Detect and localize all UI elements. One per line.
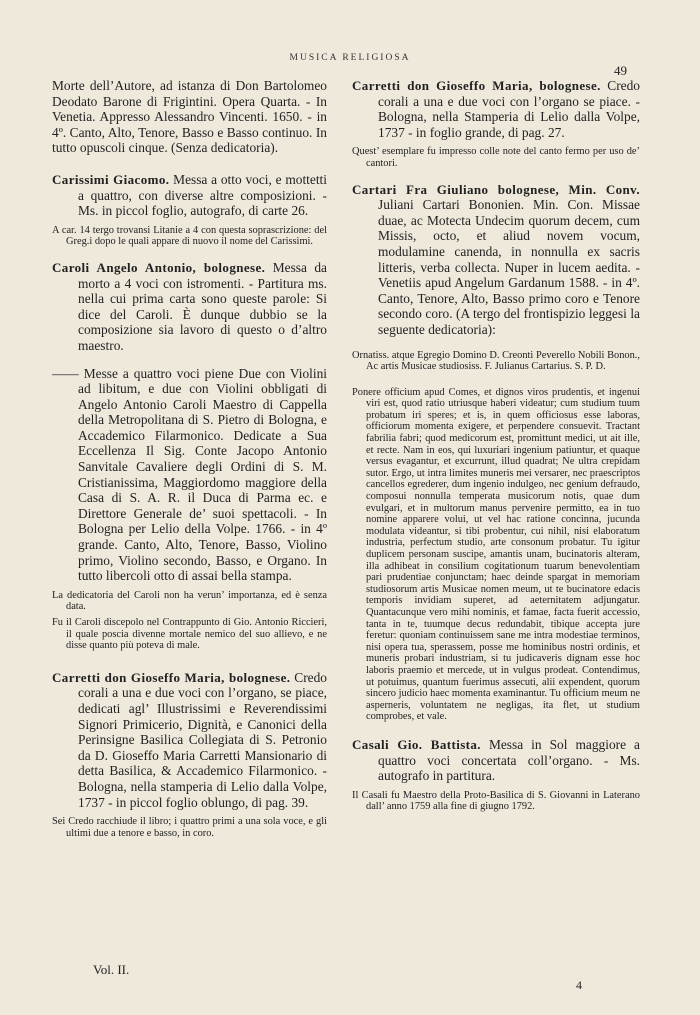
left-column (52, 78, 327, 851)
running-head: MUSICA RELIGIOSA (289, 53, 411, 63)
entry-carretti-folio (352, 78, 640, 140)
entry-carissimi (52, 172, 327, 219)
volume-label: Vol. II. (93, 962, 130, 977)
entry-caroli-messe: —— Messe a quattro voci piene Due con Violini ad libitum, e due con Violini obbligati di Angelo Antonio Caroli Maestro di Cappella della Metropolitana di S. Pietro di Bologna, e Accademico Filarmonico. Dedicate a Sua Eccellenza Il Sig. Conte Jacopo Antonio Sanvitale Cavaliere degli Ordini di S. M. Cristianissima, Maggiordomo maggiore della Casa di S. A. R. il Duca di Parma ec. e Direttore Generale de’ suoi spettacoli. - In Bologna per Lelio della Volpe. 1766. - in 4º grande. Canto, Alto, Tenore, Basso, Violino primo, Violino secondo, Basso, e Organo. In tutto libercoli otto di assai bella stampa. (52, 365, 327, 584)
note-carissimi: A car. 14 tergo trovansi Litanie a 4 con questa soprascrizione: del Greg.i dopo le quali appare di nuovo il nome del Carissimi. (52, 224, 327, 248)
note-carretti-folio: Quest’ esemplare fu impresso colle note del canto fermo per uso de’ cantori. (352, 146, 640, 169)
entry-body: Messa a otto voci, e mottetti a quattro, con diverse altre composizioni. - Ms. in piccol foglio, autografo, di carte 26. (78, 171, 327, 219)
right-column (352, 78, 640, 825)
note-casali: Il Casali fu Maestro della Proto-Basilica di S. Giovanni in Laterano dall’ anno 1759 alla fine di giugno 1792. (352, 789, 640, 813)
entry-body: Messa in Sol maggiore a quattro voci concertata coll’organo. - Ms. autografo in partitura. (378, 736, 641, 784)
entry-cartari (352, 182, 640, 338)
entry-casali (352, 737, 640, 784)
entry-body: Messa da morto a 4 voci con istromenti. - Partitura ms. nella cui prima carta sono queste parole: Si dice del Caroli. È dunque dubbio se la composizione sia lavoro di questo o d’altro maestro. (78, 259, 327, 353)
entry-heading: Cartari Fra Giuliano bolognese, Min. Conv. (352, 181, 640, 197)
note-caroli-teacher: Fu il Caroli discepolo nel Contrappunto di Gio. Antonio Riccieri, il quale poscia divenne mortale nemico del suo allievo, e ne disse quanto più poteva di male. (52, 617, 327, 652)
entry-caroli (52, 260, 327, 354)
entry-body: Juliani Cartari Bononien. Min. Con. Missae duae, ac Motecta Undecim quorum decem, cum Missis, octo, et aliud novem vocum, modulamine canenda, in nonnulla ex sacris litteris, verba collecta. Nuper in lucem aedita. - Venetiis apud Angelum Gardanum 1588. - in 4º. Canto, Tenore, Alto, Basso primo coro e Tenore secondo coro. (A tergo del frontispizio leggesi la seguente dedicatoria): (378, 197, 640, 337)
dedication-address: Ornatiss. atque Egregio Domino D. Creonti Peverello Nobili Bonon., Ac artis Musicae studiosiss. F. Julianus Cartarius. S. P. D. (352, 349, 640, 373)
entry-heading: Carretti don Gioseffo Maria, bolognese. (352, 78, 601, 93)
dedication-text: Ponere officium apud Comes, et dignos viros prudentis, et ingenui viri est, quod ratio utriusque haberi videatur; cum studium tuum probatum iri speres; et is, in quem officiosus esse laboras, officiorum momenta exigere, et perpendere consuevit. Tractant fabrilia fabri; quod medicorum est, promittunt medici, ut ait ille, et recte. Nam in eos, qui luxuriari ingenium patiuntur, et quaque versus evagantur, et excurrunt, illud quadrat; Ne ultra crepidam sutor. Ergo, ut intra limites muneris mei versarer, nec praescriptos cancellos egrederer, dum ingenio indulgeo, nec genium defraudo, composui nonnulla temperata musicorum notis, quae dum evulgari, et in multorum manus pervenire permitto, ea in tuo nomine apparere volui, ut vel hac ratione concinna, jucunda modulata videantur, si tibi probentur, cui nihil, nisi elaboratum industria, perfectum studio, arte consonum probatur. Tu igitur duplicem personam suscipe, amantis unam, bucinatoris alteram, illa adhibeat in consilium cogitationum tuarum benevolentiam pari prudentiae conjunctam; haec deinde spargat in memoriam studiosorum artis Musicae nomen meum, ut te bucinatore edacis temporis invidiam superet, ad aeternitatem adjungatur. Quantacunque vero mihi nominis, et famae, facta fuerit accessio, tanta in te, tuumque decus redundabit, tibique accepta jure feretur: quoniam continuissem sane me intra modestiae terminos, nisi opera tua, sperassem, posse me hominibus nostri ordinis, et muneris probari industriam, si tu judicaveris dignam esse hoc laboris praemio et mercede, ut in vulgus prodeat. Contendimus, ut potuimus, quantum fuerimus assecuti, alii expendent, quorum sincero judicio haec momenta examinantur. Tu officium meum ne asperneris, voluntatem ne negligas, ita flet, ut studium comprobes, et vale. (352, 386, 640, 723)
signature-mark: 4 (576, 978, 582, 992)
continued-entry-text: Morte dell’Autore, ad istanza di Don Bartolomeo Deodato Barone di Frigintini. Opera Quarta. - In Venetia. Appresso Alessandro Vincenti. 1650. - in 4º. Canto, Alto, Tenore, Basso e Basso continuo. In tutto opuscoli cinque. (Senza dedicatoria). (52, 78, 327, 156)
entry-heading: Carissimi Giacomo. (52, 171, 170, 187)
entry-body: Credo corali a una e due voci con l’organo se piace. - Bologna, nella Stamperia di Lelio dalla Volpe, 1737 - in foglio grande, di pag. 27. (378, 78, 641, 140)
entry-heading: Caroli Angelo Antonio, bolognese. (52, 259, 266, 275)
entry-body: Credo corali a una e due voci con l’organo, se piace, dedicati agl’ Illustrissimi e Reverendissimi Signori Primicerio, Dignità, e Canonici della Perinsigne Basilica Collegiata di S. Petronio da D. Gioseffo Maria Carretti Mansionario di detta Basilica, & Accademico Filarmonico. - Bologna, nella stamperia di Lelio dalla Volpe, 1737 - in piccol foglio oblungo, di pag. 39. (78, 669, 327, 810)
note-caroli-dedication: La dedicatoria del Caroli non ha verun’ importanza, ed è senza data. (52, 589, 327, 613)
page-number: 49 (614, 63, 627, 78)
entry-carretti (52, 670, 327, 810)
entry-heading: Carretti don Gioseffo Maria, bolognese. (52, 669, 291, 685)
note-carretti: Sei Credo racchiude il libro; i quattro primi a una sola voce, e gli ultimi due a tenore e basso, in coro. (52, 816, 327, 839)
entry-heading: Casali Gio. Battista. (352, 736, 481, 752)
